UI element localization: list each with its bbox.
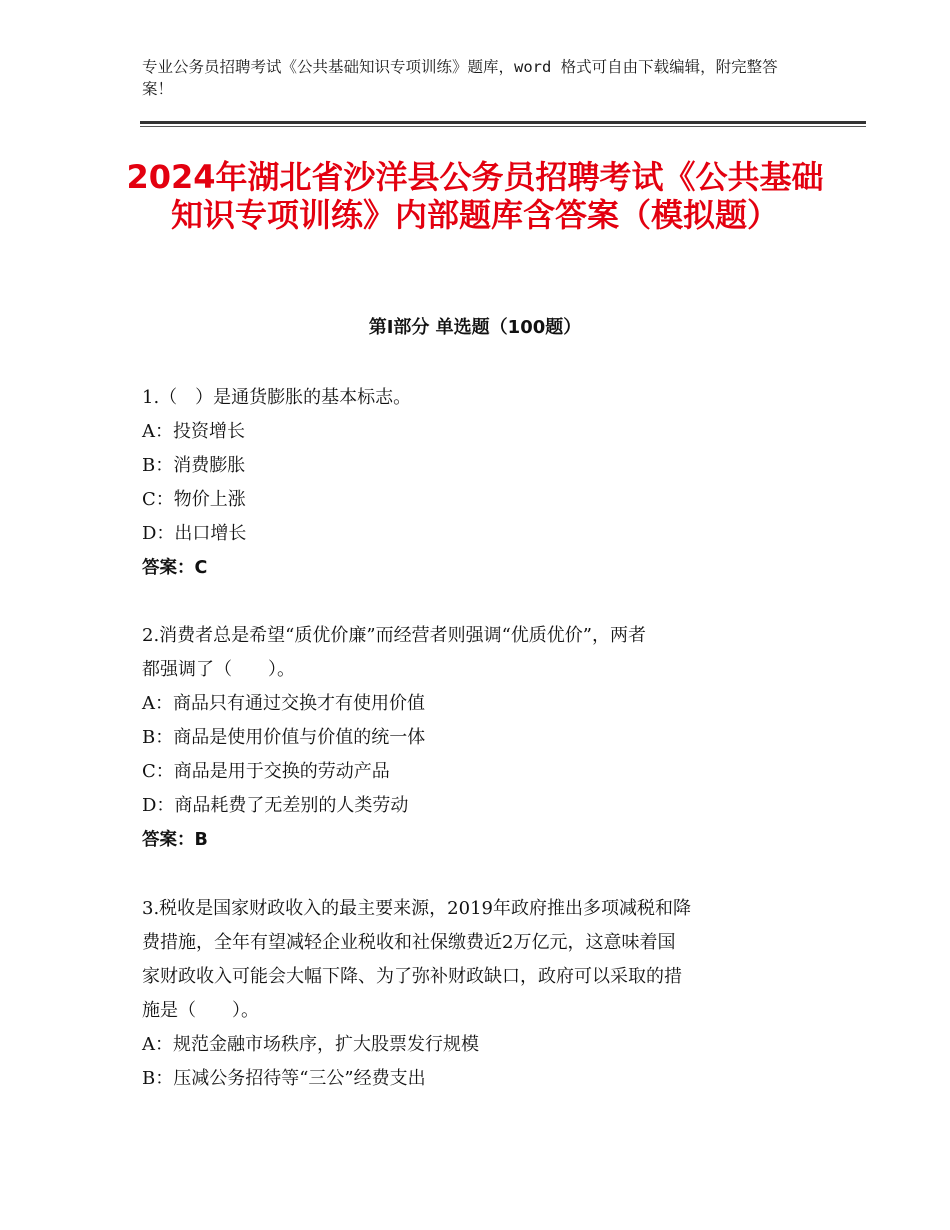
option-d: D：出口增长 (142, 523, 247, 544)
header-note: 专业公务员招聘考试《公共基础知识专项训练》题库，word 格式可自由下载编辑，附完整答案！ (142, 58, 778, 98)
question-stem-line: 施是（ ）。 (142, 1000, 259, 1021)
option-b: B：商品是使用价值与价值的统一体 (142, 727, 426, 748)
option-d: D：商品耗费了无差别的人类劳动 (142, 795, 409, 816)
question-stem-line: 都强调了（ ）。 (142, 659, 295, 680)
question-stem: 1.（ ）是通货膨胀的基本标志。 (142, 387, 412, 408)
question-1 (142, 381, 802, 585)
option-a: A：商品只有通过交换才有使用价值 (142, 693, 425, 714)
section-heading: 第Ⅰ部分 单选题（100题） (368, 317, 582, 338)
option-c: C：物价上涨 (142, 489, 246, 510)
answer: 答案：C (142, 558, 208, 578)
question-stem-line: 费措施，全年有望减轻企业税收和社保缴费近2万亿元，这意味着国 (142, 932, 676, 953)
header-rule-thin (140, 126, 866, 127)
question-stem-line: 家财政收入可能会大幅下降、为了弥补财政缺口，政府可以采取的措 (142, 966, 682, 987)
option-a: A：规范金融市场秩序，扩大股票发行规模 (142, 1034, 479, 1055)
header-rule-thick (140, 121, 866, 124)
page-title: 2024年湖北省沙洋县公务员招聘考试《公共基础知识专项训练》内部题库含答案（模拟题） (126, 158, 824, 234)
question-3 (142, 892, 802, 1096)
question-2 (142, 619, 802, 857)
option-b: B：压减公务招待等“三公”经费支出 (142, 1068, 426, 1089)
option-c: C：商品是用于交换的劳动产品 (142, 761, 390, 782)
question-stem-line: 2.消费者总是希望“质优价廉”而经营者则强调“优质优价”，两者 (142, 625, 646, 646)
question-stem-line: 3.税收是国家财政收入的最主要来源，2019年政府推出多项减税和降 (142, 898, 691, 919)
answer: 答案：B (142, 830, 208, 850)
option-a: A：投资增长 (142, 421, 245, 442)
option-b: B：消费膨胀 (142, 455, 246, 476)
